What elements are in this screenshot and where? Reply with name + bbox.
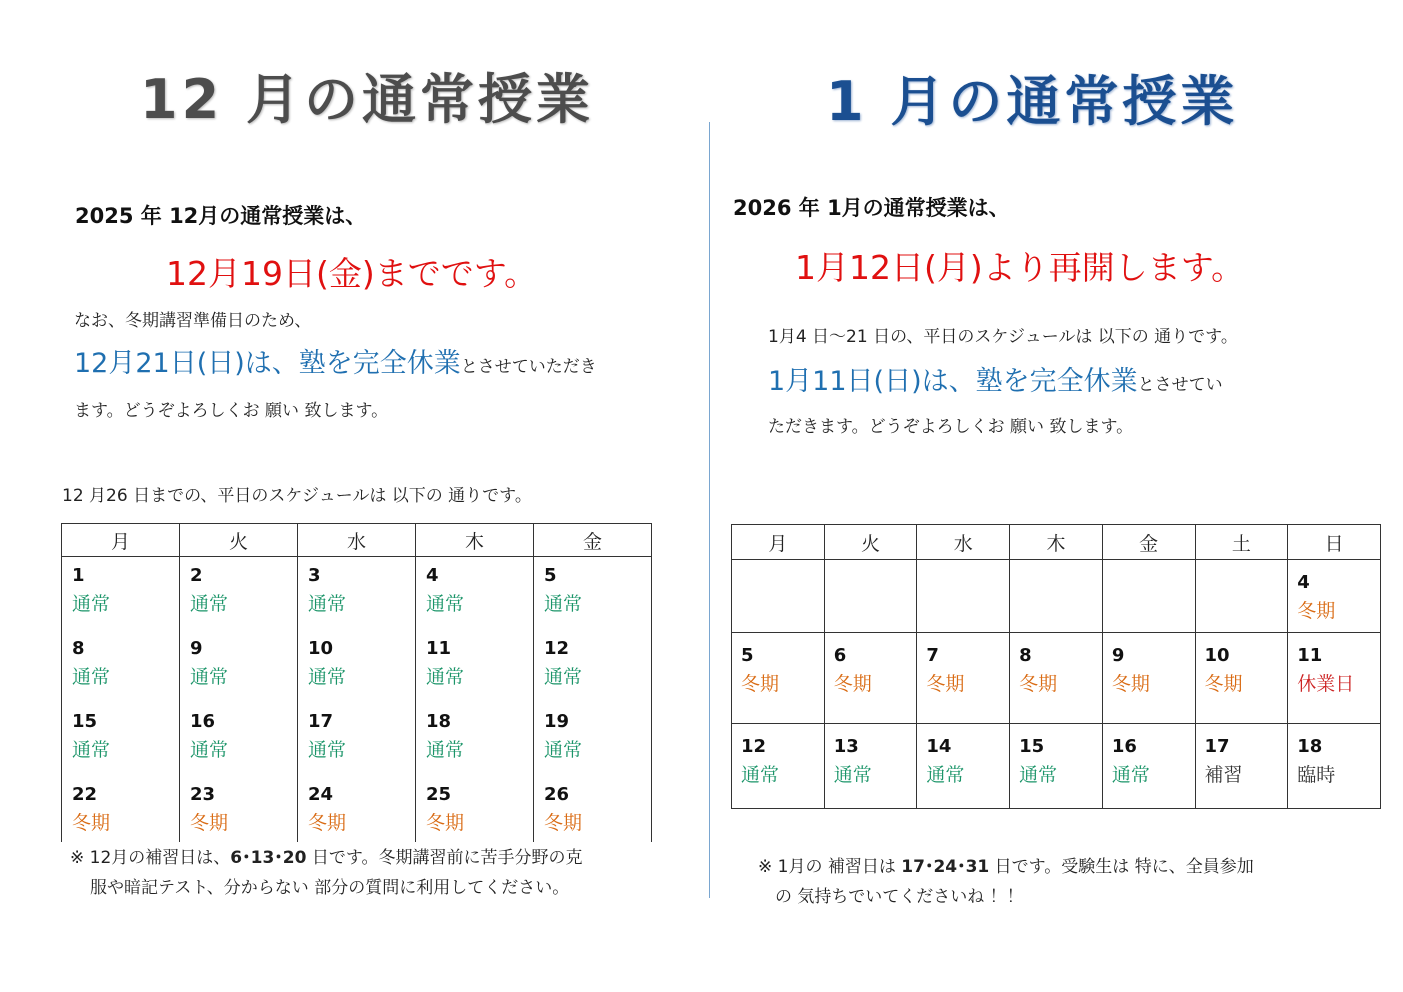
december-heading: 2025 年 12月の通常授業は、 [75, 204, 367, 228]
day-number: 3 [308, 565, 321, 586]
day-number: 17 [308, 711, 334, 732]
day-status-label: 通常 [190, 593, 229, 615]
day-status-label: 冬期 [1019, 673, 1058, 695]
day-status-label: 冬期 [1297, 600, 1336, 622]
calendar-day-cell [180, 630, 298, 703]
day-number: 11 [426, 638, 452, 659]
weekday-header: 金 [1102, 525, 1195, 560]
january-footnote-line2: の 気持ちでいてくださいね ！！ [775, 887, 1024, 907]
calendar-day-cell [416, 776, 534, 842]
day-status-label: 通常 [544, 666, 583, 688]
january-footnote [758, 852, 1254, 882]
day-status-label: 通常 [544, 739, 583, 761]
weekday-header: 木 [1010, 525, 1103, 560]
january-closure-tail: とさせてい [1137, 375, 1223, 395]
calendar-day-cell [1288, 560, 1381, 633]
calendar-day-cell [62, 557, 180, 631]
weekday-header: 金 [534, 524, 652, 557]
calendar-day-cell [917, 633, 1010, 724]
day-status-label: 休業日 [1297, 673, 1355, 695]
day-status-label: 通常 [308, 739, 347, 761]
january-footnote-dates: 17･24･31 [901, 857, 990, 877]
day-number: 18 [426, 711, 452, 732]
december-footnote [70, 843, 582, 873]
calendar-day-cell [534, 557, 652, 631]
day-status-label: 冬期 [741, 673, 780, 695]
day-number: 5 [544, 565, 557, 586]
december-calendar [61, 523, 652, 842]
day-number: 6 [833, 645, 847, 666]
day-status-label: 通常 [833, 764, 872, 786]
calendar-day-cell [180, 776, 298, 842]
calendar-week-row [62, 776, 652, 842]
calendar-day-cell [824, 560, 917, 633]
day-number: 19 [544, 711, 570, 732]
calendar-week-row [62, 703, 652, 776]
weekday-header: 火 [180, 524, 298, 557]
day-status-label: 通常 [308, 666, 347, 688]
day-number: 9 [190, 638, 203, 659]
calendar-week-row [732, 560, 1381, 633]
december-footnote-line2: 服や暗記テスト、分からない 部分の質問に利用してください。 [90, 878, 570, 898]
january-closure-line3: ただきます。どうぞよろしくお 願い 致します。 [768, 417, 1134, 437]
calendar-day-cell [732, 724, 825, 809]
day-number: 25 [426, 784, 452, 805]
day-status-label: 通常 [72, 666, 111, 688]
calendar-day-cell [1195, 724, 1288, 809]
january-closure-emphasis: 1月11日(日)は、塾を完全休業 [768, 366, 1138, 397]
calendar-day-cell [1195, 560, 1288, 633]
calendar-day-cell [416, 630, 534, 703]
day-number: 4 [426, 565, 439, 586]
center-divider [709, 122, 710, 898]
december-footnote-dates: 6･13･20 [230, 848, 307, 868]
day-status-label: 冬期 [1204, 673, 1243, 695]
day-number: 15 [72, 711, 98, 732]
weekday-header: 木 [416, 524, 534, 557]
january-schedule-intro: 1月4 日～21 日の、平日のスケジュールは 以下の 通りです。 [768, 327, 1238, 347]
calendar-day-cell [298, 703, 416, 776]
december-closure-line3: ます。どうぞよろしくお 願い 致します。 [74, 401, 389, 421]
calendar-week-row [732, 724, 1381, 809]
day-number: 7 [926, 645, 939, 666]
calendar-day-cell [1010, 560, 1103, 633]
calendar-day-cell [180, 703, 298, 776]
calendar-day-cell [298, 776, 416, 842]
december-footnote-post: 日です。冬期講習前に苦手分野の克 [306, 848, 583, 868]
december-closure-emphasis: 12月21日(日)は、塾を完全休業 [74, 348, 461, 379]
day-number: 17 [1204, 736, 1230, 757]
day-number: 8 [1019, 645, 1032, 666]
day-status-label: 冬期 [72, 812, 111, 834]
calendar-day-cell [534, 776, 652, 842]
weekday-header: 火 [824, 525, 917, 560]
day-status-label: 通常 [190, 666, 229, 688]
calendar-day-cell [1010, 724, 1103, 809]
weekday-header: 土 [1195, 525, 1288, 560]
december-closure-tail: とさせていただき [460, 357, 597, 377]
day-number: 12 [544, 638, 570, 659]
day-status-label: 通常 [426, 739, 465, 761]
day-number: 10 [308, 638, 334, 659]
calendar-day-cell [180, 557, 298, 631]
calendar-day-cell [917, 724, 1010, 809]
calendar-day-cell [416, 557, 534, 631]
calendar-header-row [62, 524, 652, 557]
day-number: 23 [190, 784, 216, 805]
calendar-day-cell [534, 630, 652, 703]
january-calendar [731, 524, 1381, 809]
january-footnote-pre: ※ 1月の 補習日は [758, 857, 902, 877]
day-status-label: 通常 [426, 593, 465, 615]
day-number: 13 [833, 736, 859, 757]
weekday-header: 水 [917, 525, 1010, 560]
day-number: 5 [741, 645, 754, 666]
calendar-day-cell [1102, 560, 1195, 633]
day-status-label: 冬期 [426, 812, 465, 834]
day-number: 15 [1019, 736, 1045, 757]
calendar-week-row [732, 633, 1381, 724]
calendar-day-cell [1102, 724, 1195, 809]
day-number: 14 [926, 736, 952, 757]
calendar-day-cell [917, 560, 1010, 633]
day-status-label: 臨時 [1297, 764, 1336, 786]
calendar-day-cell [534, 703, 652, 776]
calendar-day-cell [1195, 633, 1288, 724]
day-status-label: 冬期 [190, 812, 229, 834]
calendar-day-cell [62, 703, 180, 776]
day-status-label: 冬期 [833, 673, 872, 695]
day-number: 9 [1111, 645, 1125, 666]
calendar-day-cell [416, 703, 534, 776]
january-closure-line [768, 362, 1223, 405]
january-title: 1 月の通常授業 [826, 70, 1239, 133]
day-status-label: 通常 [1019, 764, 1058, 786]
december-schedule-intro: 12 月26 日までの、平日のスケジュールは 以下の 通りです。 [62, 486, 532, 506]
day-status-label: 通常 [926, 764, 965, 786]
day-status-label: 通常 [544, 593, 583, 615]
calendar-day-cell [62, 630, 180, 703]
december-title: 12 月の通常授業 [140, 68, 594, 131]
weekday-header: 水 [298, 524, 416, 557]
day-number: 12 [741, 736, 767, 757]
calendar-day-cell [298, 630, 416, 703]
calendar-day-cell [732, 560, 825, 633]
weekday-header: 日 [1288, 525, 1381, 560]
calendar-day-cell [824, 724, 917, 809]
january-heading: 2026 年 1月の通常授業は、 [733, 196, 1010, 220]
day-number: 4 [1297, 572, 1310, 593]
day-number: 18 [1297, 736, 1323, 757]
day-number: 22 [72, 784, 98, 805]
calendar-day-cell [732, 633, 825, 724]
day-number: 26 [544, 784, 570, 805]
calendar-week-row [62, 557, 652, 631]
day-status-label: 冬期 [544, 812, 583, 834]
day-status-label: 通常 [1111, 764, 1150, 786]
calendar-header-row [732, 525, 1381, 560]
calendar-day-cell [1288, 633, 1381, 724]
calendar-day-cell [1102, 633, 1195, 724]
day-number: 1 [72, 565, 85, 586]
december-closure-line [74, 344, 597, 387]
day-number: 8 [72, 638, 85, 659]
december-note-line1: なお、冬期講習準備日のため、 [74, 311, 312, 331]
calendar-day-cell [824, 633, 917, 724]
day-status-label: 通常 [426, 666, 465, 688]
january-footnote-post: 日です。受験生は 特に、全員参加 [989, 857, 1254, 877]
weekday-header: 月 [62, 524, 180, 557]
december-footnote-pre: ※ 12月の補習日は、 [70, 848, 231, 868]
day-status-label: 冬期 [926, 673, 965, 695]
day-number: 11 [1297, 645, 1323, 666]
day-status-label: 冬期 [1111, 673, 1150, 695]
weekday-header: 月 [732, 525, 825, 560]
calendar-day-cell [1288, 724, 1381, 809]
day-status-label: 通常 [72, 593, 111, 615]
day-number: 24 [308, 784, 334, 805]
day-status-label: 通常 [72, 739, 111, 761]
day-status-label: 冬期 [308, 812, 347, 834]
calendar-day-cell [1010, 633, 1103, 724]
day-status-label: 通常 [741, 764, 780, 786]
day-number: 16 [190, 711, 216, 732]
day-number: 10 [1204, 645, 1230, 666]
day-number: 16 [1111, 736, 1137, 757]
day-status-label: 通常 [308, 593, 347, 615]
day-status-label: 補習 [1204, 764, 1243, 786]
december-end-date: 12月19日(金)までです。 [166, 254, 538, 293]
day-status-label: 通常 [190, 739, 229, 761]
day-number: 2 [190, 565, 203, 586]
january-restart-date: 1月12日(月)より再開します。 [795, 248, 1245, 287]
calendar-day-cell [298, 557, 416, 631]
calendar-week-row [62, 630, 652, 703]
calendar-day-cell [62, 776, 180, 842]
